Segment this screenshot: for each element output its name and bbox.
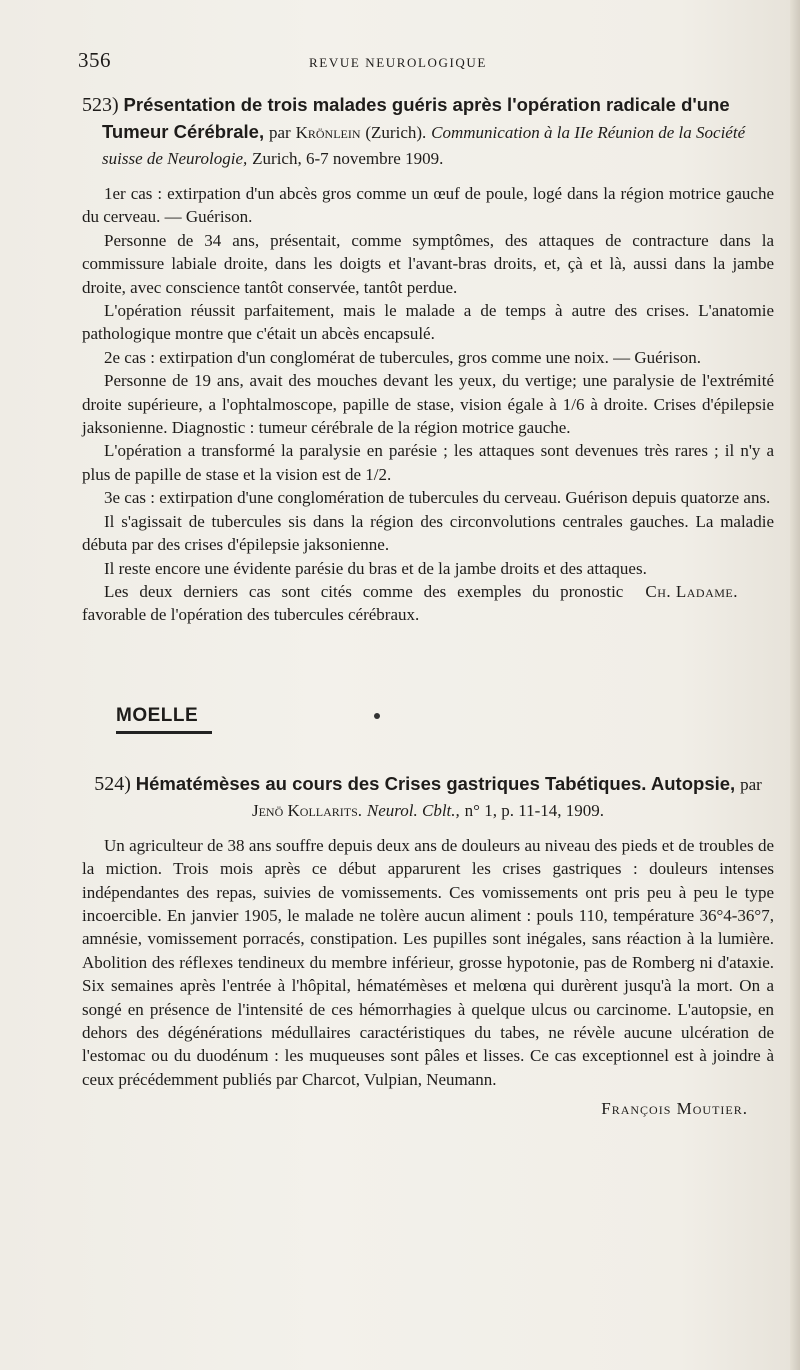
by-word: par bbox=[740, 774, 762, 794]
article-title-523 bbox=[82, 92, 774, 172]
paragraph: 2e cas : extirpation d'un conglomérat de tubercules, gros comme une noix. — Guérison. bbox=[104, 347, 701, 367]
signature: François Moutier. bbox=[601, 1099, 748, 1119]
paragraph: Personne de 19 ans, avait des mouches devant les yeux, du vertige; une paralysie de l'extrémité droite supérieure, a l'ophtalmoscope, papille de stase, vision égale à 1/6 à droite. Crises d'épilepsie jaksonienne. Diagnostic : tumeur cérébrale de la région motrice gauche. bbox=[82, 371, 774, 438]
article-number: 524) bbox=[94, 772, 131, 795]
page-edge-shadow bbox=[790, 0, 800, 1370]
article-title-524 bbox=[82, 771, 774, 824]
section-underline bbox=[116, 731, 212, 734]
article-source-date: Zurich, 6-7 novembre 1909. bbox=[252, 149, 444, 168]
article-number: 523) bbox=[82, 94, 119, 116]
paragraph: L'opération a transformé la paralysie en parésie ; les attaques sont devenues très rares ; il n'y a plus de papille de stase et la vision est de 1/2. bbox=[82, 441, 774, 484]
paragraph: Personne de 34 ans, présentait, comme symptômes, des attaques de contracture dans la commissure labiale droite, dans les doigts et l'avant-bras droits, et, çà et là, aussi dans la jambe droite, avec conscience tantôt conservée, tantôt perdue. bbox=[82, 230, 774, 297]
page-header bbox=[78, 48, 718, 78]
article-source-date: n° 1, p. 11-14, 1909. bbox=[464, 800, 605, 820]
article-title-text: Hématémèses au cours des Crises gastriques Tabétiques. Autopsie, bbox=[135, 772, 736, 794]
paragraph: 1er cas : extirpation d'un abcès gros comme un œuf de poule, logé dans la région motrice gauche du cerveau. — Guérison. bbox=[82, 184, 774, 227]
article-source: Communication à la IIe Réunion de la Société suisse de Neurologie, bbox=[102, 123, 746, 168]
article-title-text: Présentation de trois malades guéris après l'opération radicale d'une Tumeur Cérébrale, bbox=[102, 94, 730, 142]
page-content bbox=[82, 92, 774, 1119]
article-source: Neurol. Cblt., bbox=[366, 800, 460, 820]
paragraph: L'opération réussit parfaitement, mais le malade a de temps à autre des crises. L'anatomie pathologique montre que c'était un abcès encapsulé. bbox=[82, 301, 774, 344]
paragraph: Il s'agissait de tubercules sis dans la région des circonvolutions centrales gauches. La maladie débuta par des crises d'épilepsie jaksonienne. bbox=[82, 511, 774, 555]
article-author: Jenö Kollarits. bbox=[251, 800, 363, 820]
paragraph-text: Les deux derniers cas sont cités comme des exemples du pronostic favorable de l'opération des tubercules cérébraux. bbox=[82, 581, 624, 625]
section-header bbox=[82, 687, 774, 741]
paragraph: Un agriculteur de 38 ans souffre depuis deux ans de douleurs au niveau des pieds et de troubles de la miction. Trois mois après ce début apparurent les crises gastriques : douleurs intenses indépendantes des repas, suivies de vomissements. Ces vomissements ont pris peu à peu le type incoercible. En janvier 1905, le malade ne tolère aucun aliment : pouls 110, température 36°4-36°7, amnésie, vomissement porracés, constipation. Les pupilles sont inégales, sans réaction à la lumière. Abolition des réflexes tendineux du membre inférieur, grosse hypotonie, pas de Romberg ni d'ataxie. Six semaines après l'entrée à l'hôpital, hématémèses et melœna qui durèrent jusqu'à la mort. On a songé en présence de l'intensité de ces hémorrhagies à quelque ulcus ou carcinome. L'autopsie, en dehors des dégénérations médullaires caractéristiques du tabes, ne révèle aucune ulcération de l'estomac ou du duodénum : les muqueuses sont pâles et lisses. Ce cas exceptionnel est à joindre à ceux précédemment publiés par Charcot, Vulpian, Neumann. bbox=[82, 835, 774, 1089]
section-title: MOELLE bbox=[116, 704, 199, 726]
article-location: (Zurich). bbox=[365, 123, 427, 142]
by-word: par bbox=[268, 123, 291, 142]
running-head: REVUE NEUROLOGIQUE bbox=[309, 55, 487, 70]
paragraph: Il reste encore une évidente parésie du bras et de la jambe droits et des attaques. bbox=[104, 558, 647, 578]
print-speck bbox=[374, 713, 380, 719]
signature: Ch. Ladame. bbox=[645, 581, 738, 601]
paragraph-with-signature bbox=[82, 580, 774, 627]
article-author: Krönlein bbox=[295, 123, 361, 142]
paragraph: 3e cas : extirpation d'une conglomération de tubercules du cerveau. Guérison depuis quatorze ans. bbox=[104, 488, 771, 508]
page-number: 356 bbox=[78, 48, 111, 72]
